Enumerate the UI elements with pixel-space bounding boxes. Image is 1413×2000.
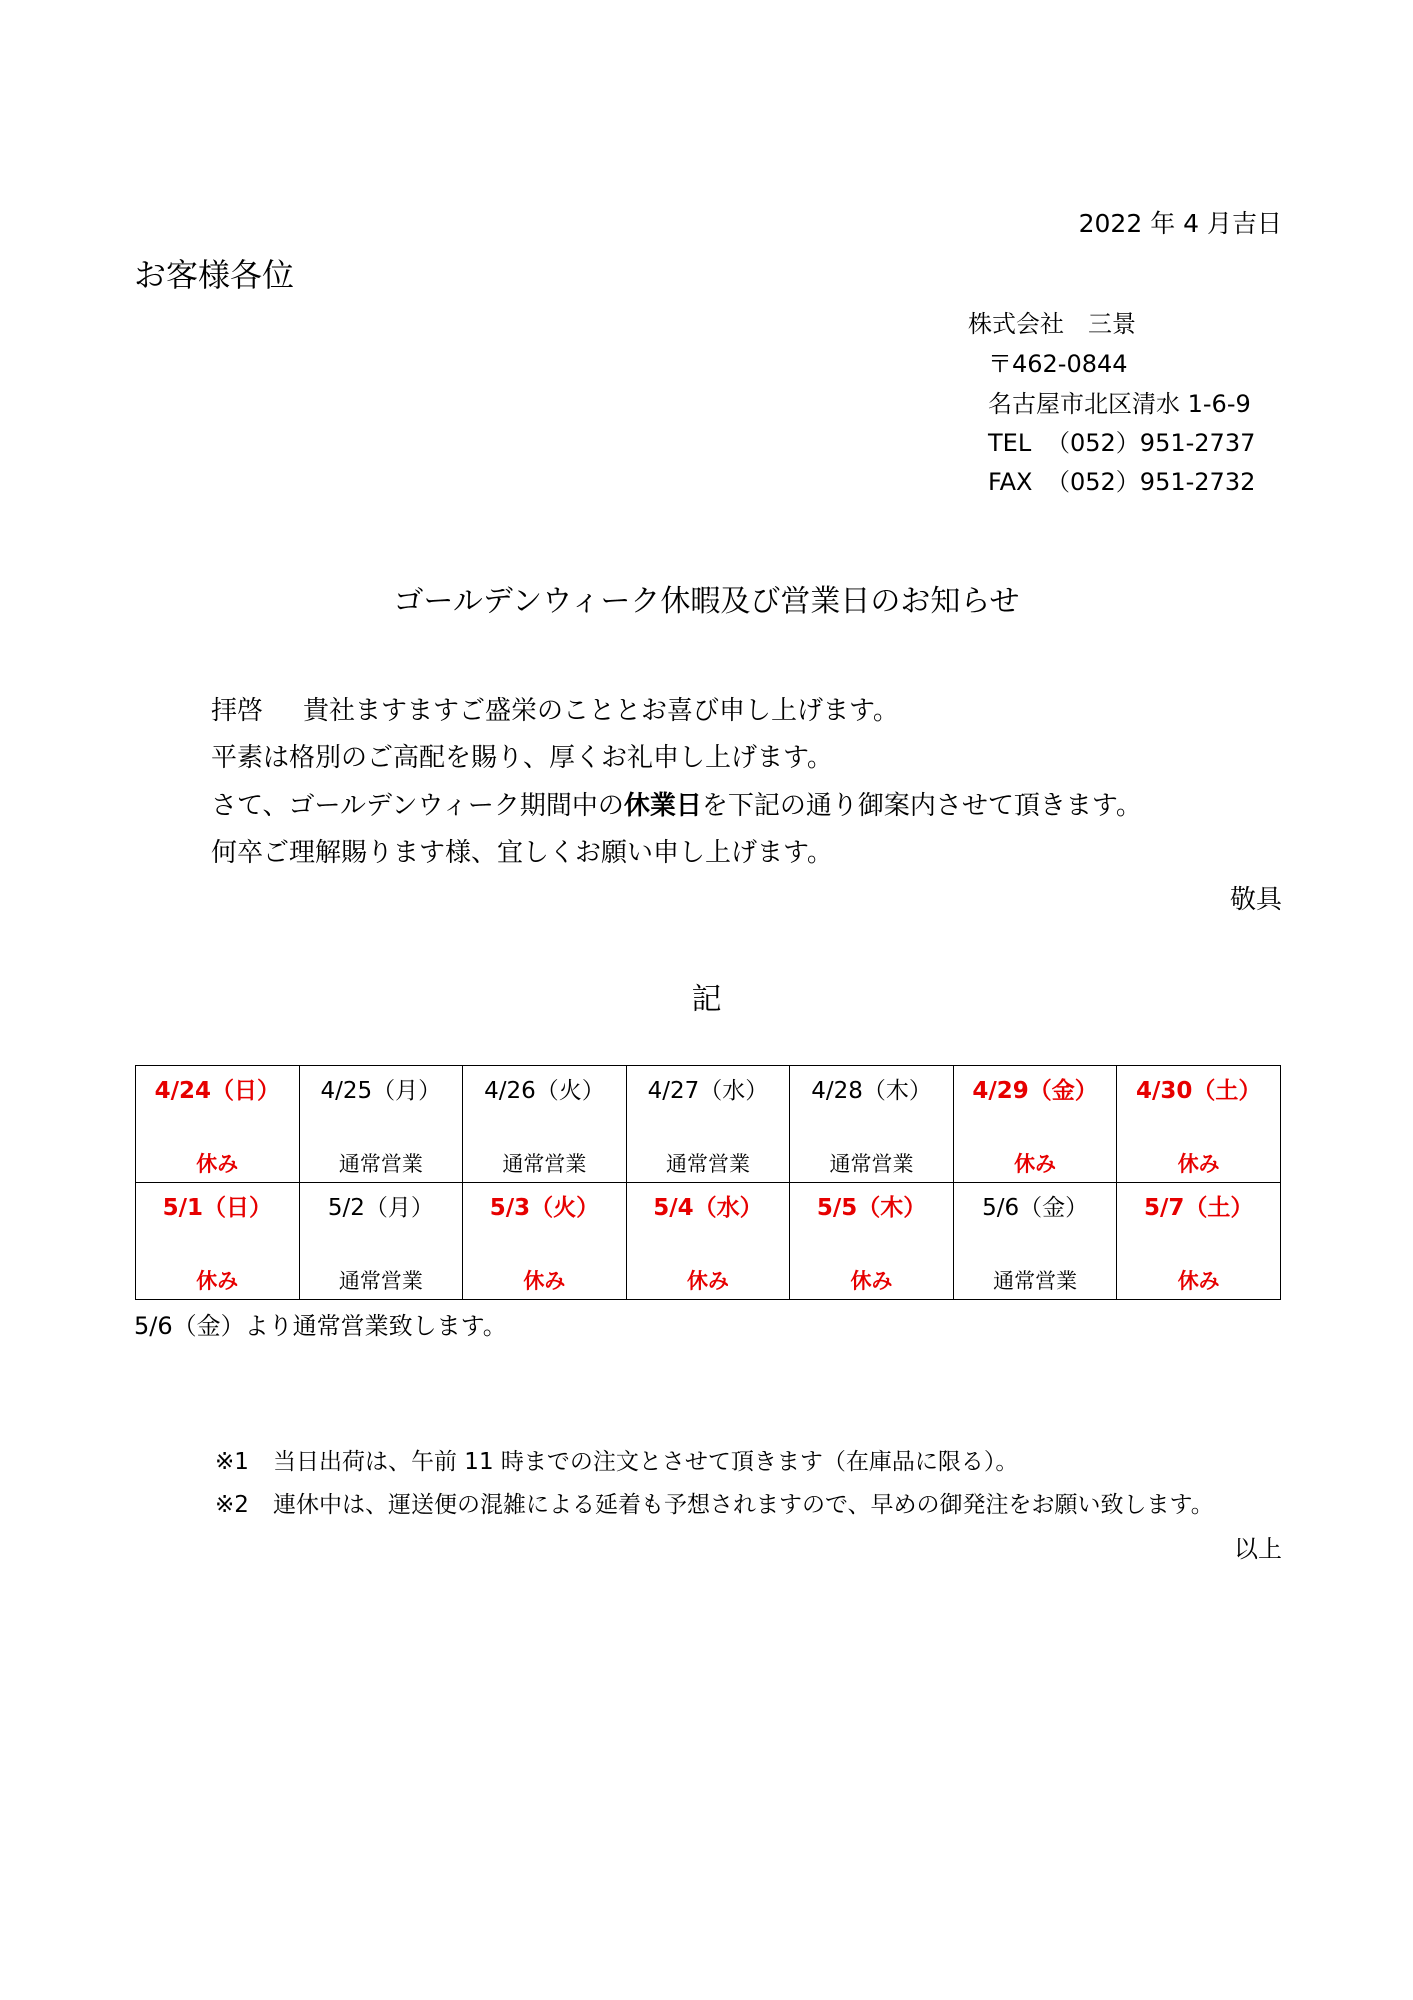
cell-date: 5/6（金）: [982, 1195, 1089, 1221]
holiday-emphasis: 休業日: [623, 791, 702, 821]
cell-status: 通常営業: [665, 1152, 750, 1176]
calendar-cell: [136, 1066, 300, 1183]
body-line-3-pre: さて、ゴールデンウィーク期間中の: [211, 791, 624, 821]
calendar-cell: [463, 1183, 627, 1300]
holiday-calendar-table: [135, 1065, 1281, 1300]
calendar-cell: [953, 1066, 1117, 1183]
calendar-cell: [626, 1066, 790, 1183]
cell-status: 通常営業: [502, 1152, 587, 1176]
sender-postal-code: 〒462-0844: [988, 350, 1128, 378]
calendar-cell: [136, 1183, 300, 1300]
greeting-word: 拝啓: [211, 696, 264, 726]
cell-date: 4/30（土）: [1135, 1078, 1262, 1104]
calendar-cell: [953, 1183, 1117, 1300]
calendar-cell: [790, 1183, 954, 1300]
calendar-cell: [299, 1066, 463, 1183]
sender-tel: [988, 427, 1255, 459]
cell-status: 休み: [196, 1269, 239, 1293]
cell-status: 休み: [523, 1269, 566, 1293]
cell-date: 5/4（水）: [653, 1195, 763, 1221]
body-line-2: 平素は格別のご高配を賜り、厚くお礼申し上げます。: [211, 743, 833, 773]
cell-date: 5/5（木）: [816, 1195, 927, 1221]
sender-company: 株式会社 三景: [968, 310, 1136, 338]
cell-date: 4/26（火）: [484, 1078, 605, 1104]
cell-date: 4/25（月）: [320, 1078, 442, 1104]
end-mark: 以上: [1234, 1535, 1282, 1563]
footnote-text: 当日出荷は、午前 11 時までの注文とさせて頂きます（在庫品に限る）。: [273, 1449, 1019, 1475]
calendar-row-april: [136, 1066, 1281, 1183]
footnote-text: 連休中は、運送便の混雑による延着も予想されますので、早めの御発注をお願い致します。: [273, 1492, 1214, 1518]
footnote-mark: ※2: [215, 1492, 249, 1518]
calendar-cell: [463, 1066, 627, 1183]
cell-date: 5/1（日）: [162, 1195, 272, 1221]
footnote-2: [215, 1489, 1214, 1521]
body-line-1-text: 貴社ますますご盛栄のこととお喜び申し上げます。: [303, 696, 899, 726]
fax-label: FAX: [988, 468, 1033, 496]
cell-date: 5/3（火）: [489, 1195, 600, 1221]
fax-number: （052）951-2732: [1046, 468, 1256, 496]
footnote-1: [215, 1446, 1018, 1478]
tel-number: （052）951-2737: [1046, 429, 1256, 457]
cell-status: 通常営業: [338, 1269, 423, 1293]
resume-business-note: 5/6（金）より通常営業致します。: [134, 1312, 507, 1340]
cell-date: 4/27（水）: [647, 1078, 769, 1104]
cell-date: 5/7（土）: [1143, 1195, 1254, 1221]
cell-status: 休み: [1177, 1152, 1220, 1176]
calendar-cell: [790, 1066, 954, 1183]
cell-status: 休み: [196, 1152, 239, 1176]
cell-date: 4/24（日）: [154, 1078, 280, 1104]
cell-date: 4/28（木）: [811, 1078, 932, 1104]
closing-keigu: 敬具: [1229, 885, 1282, 915]
cell-status: 通常営業: [993, 1269, 1078, 1293]
footnote-mark: ※1: [215, 1449, 249, 1475]
tel-label: TEL: [988, 429, 1032, 457]
sender-fax: [988, 466, 1255, 498]
calendar-row-may: [136, 1183, 1281, 1300]
cell-status: 休み: [1177, 1269, 1220, 1293]
body-line-3: [211, 789, 1142, 823]
sender-address: 名古屋市北区清水 1-6-9: [988, 390, 1251, 418]
ki-heading: 記: [691, 982, 722, 1017]
cell-status: 通常営業: [829, 1152, 914, 1176]
calendar-cell: [299, 1183, 463, 1300]
cell-status: 通常営業: [338, 1152, 423, 1176]
body-line-1: [211, 694, 899, 728]
cell-date: 5/2（月）: [327, 1195, 434, 1221]
calendar-cell: [626, 1183, 790, 1300]
calendar-cell: [1117, 1066, 1281, 1183]
cell-status: 休み: [1014, 1152, 1057, 1176]
calendar-cell: [1117, 1183, 1281, 1300]
cell-date: 4/29（金）: [972, 1078, 1098, 1104]
recipient-heading: お客様各位: [134, 256, 295, 294]
cell-status: 休み: [686, 1269, 729, 1293]
notice-title: ゴールデンウィーク休暇及び営業日のお知らせ: [393, 584, 1020, 619]
document-date: 2022 年 4 月吉日: [1078, 209, 1282, 238]
body-line-3-post: を下記の通り御案内させて頂きます。: [701, 791, 1142, 821]
cell-status: 休み: [850, 1269, 893, 1293]
body-line-4: 何卒ご理解賜ります様、宜しくお願い申し上げます。: [211, 838, 833, 868]
